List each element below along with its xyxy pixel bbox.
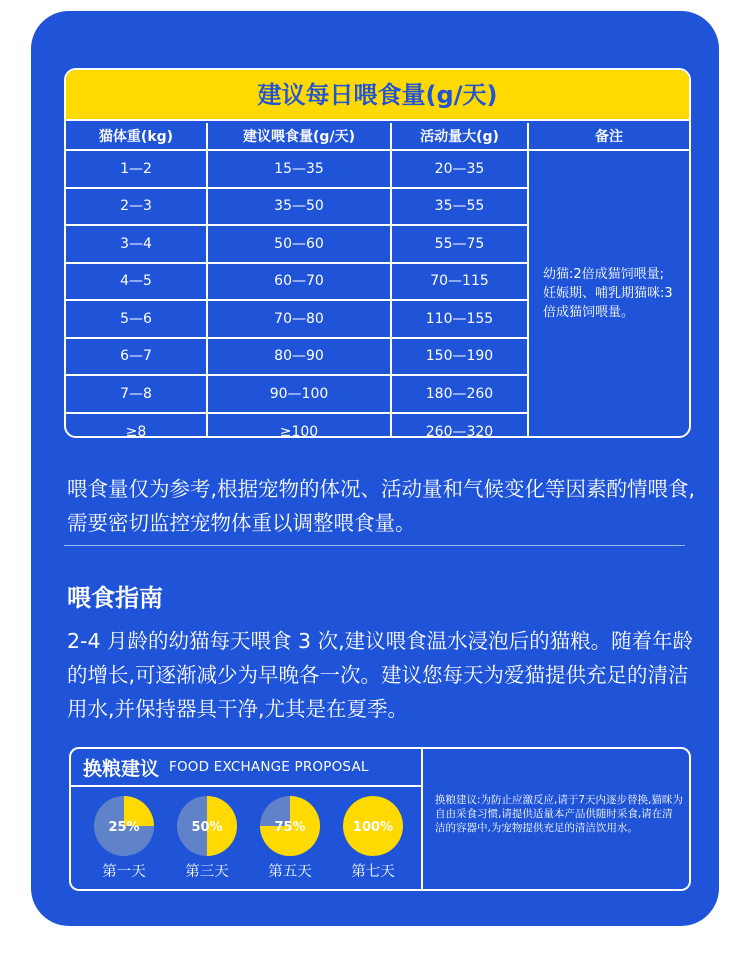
- suggested-amount-cell: 15—35: [208, 151, 392, 187]
- food-exchange-divider: [421, 749, 423, 889]
- table-body: [66, 151, 529, 436]
- feeding-guide-text: 2-4 月龄的幼猫每天喂食 3 次,建议喂食温水浸泡后的猫粮。随着年龄的增长,可逐渐减少为早晚各一次。建议您每天为爱猫提供充足的清洁用水,并保持器具干净,尤其是在夏季。: [67, 629, 694, 721]
- suggested-amount-cell: 80—90: [208, 339, 392, 375]
- table-row: [66, 339, 529, 377]
- food-exchange-note: 换粮建议:为防止应激反应,请于7天内逐步替换,猫咪为自由采食习惯,请提供适量本产品供随时采食,请在清洁的容器中,为宠物提供充足的清洁饮用水。: [435, 794, 683, 834]
- header-weight: 猫体重(kg): [66, 123, 208, 151]
- suggested-amount-cell: ≥100: [208, 414, 392, 439]
- table-row: [66, 226, 529, 264]
- exchange-pie-chart: [342, 795, 404, 857]
- weight-cell: 4—5: [66, 264, 208, 300]
- stage-day-label: 第五天: [268, 864, 312, 880]
- table-row: [66, 414, 529, 439]
- weight-cell: 7—8: [66, 376, 208, 412]
- food-exchange-header: [71, 749, 421, 787]
- weight-cell: 6—7: [66, 339, 208, 375]
- table-grid: [66, 123, 689, 436]
- active-amount-cell: 55—75: [392, 226, 529, 262]
- table-row: [66, 264, 529, 302]
- weight-cell: 1—2: [66, 151, 208, 187]
- exchange-pie-chart: [176, 795, 238, 857]
- suggested-amount-cell: 60—70: [208, 264, 392, 300]
- pie-percent-label: 100%: [352, 820, 394, 835]
- suggested-amount-cell: 70—80: [208, 301, 392, 337]
- weight-cell: 5—6: [66, 301, 208, 337]
- table-row: [66, 301, 529, 339]
- exchange-stage: [257, 795, 323, 881]
- exchange-stage: [340, 795, 406, 881]
- table-header-row: [66, 123, 689, 151]
- active-amount-cell: 110—155: [392, 301, 529, 337]
- food-exchange-title: 换粮建议: [83, 757, 160, 780]
- feeding-table: [64, 68, 691, 438]
- header-active-amount: 活动量大(g): [392, 123, 529, 151]
- suggested-amount-cell: 50—60: [208, 226, 392, 262]
- food-exchange-subtitle: FOOD EXCHANGE PROPOSAL: [169, 759, 369, 775]
- pie-percent-label: 50%: [191, 820, 223, 835]
- feeding-guide-title: 喂食指南: [67, 584, 163, 612]
- stage-day-label: 第三天: [185, 864, 229, 880]
- pie-percent-label: 25%: [108, 820, 140, 835]
- header-notes: 备注: [529, 123, 689, 151]
- pie-percent-label: 75%: [274, 820, 306, 835]
- section-divider: [64, 545, 685, 546]
- suggested-amount-cell: 90—100: [208, 376, 392, 412]
- active-amount-cell: 150—190: [392, 339, 529, 375]
- food-exchange-pies: [91, 795, 416, 887]
- weight-cell: ≥8: [66, 414, 208, 439]
- notes-cell: 幼猫:2倍成猫饲喂量;妊娠期、哺乳期猫咪:3倍成猫饲喂量。: [543, 267, 673, 320]
- exchange-stage: [91, 795, 157, 881]
- header-suggested-amount: 建议喂食量(g/天): [208, 123, 392, 151]
- active-amount-cell: 70—115: [392, 264, 529, 300]
- table-row: [66, 376, 529, 414]
- product-info-card: [31, 11, 719, 926]
- stage-day-label: 第七天: [351, 864, 395, 880]
- table-row: [66, 189, 529, 227]
- stage-day-label: 第一天: [102, 864, 146, 880]
- food-exchange-box: [69, 747, 691, 891]
- exchange-pie-chart: [93, 795, 155, 857]
- weight-cell: 3—4: [66, 226, 208, 262]
- exchange-stage: [174, 795, 240, 881]
- active-amount-cell: 260—320: [392, 414, 529, 439]
- suggested-amount-cell: 35—50: [208, 189, 392, 225]
- table-title: 建议每日喂食量(g/天): [66, 70, 689, 121]
- exchange-pie-chart: [259, 795, 321, 857]
- table-row: [66, 151, 529, 189]
- active-amount-cell: 180—260: [392, 376, 529, 412]
- active-amount-cell: 20—35: [392, 151, 529, 187]
- weight-cell: 2—3: [66, 189, 208, 225]
- active-amount-cell: 35—55: [392, 189, 529, 225]
- feeding-disclaimer: 喂食量仅为参考,根据宠物的体况、活动量和气候变化等因素酌情喂食,需要密切监控宠物体重以调整喂食量。: [67, 477, 696, 535]
